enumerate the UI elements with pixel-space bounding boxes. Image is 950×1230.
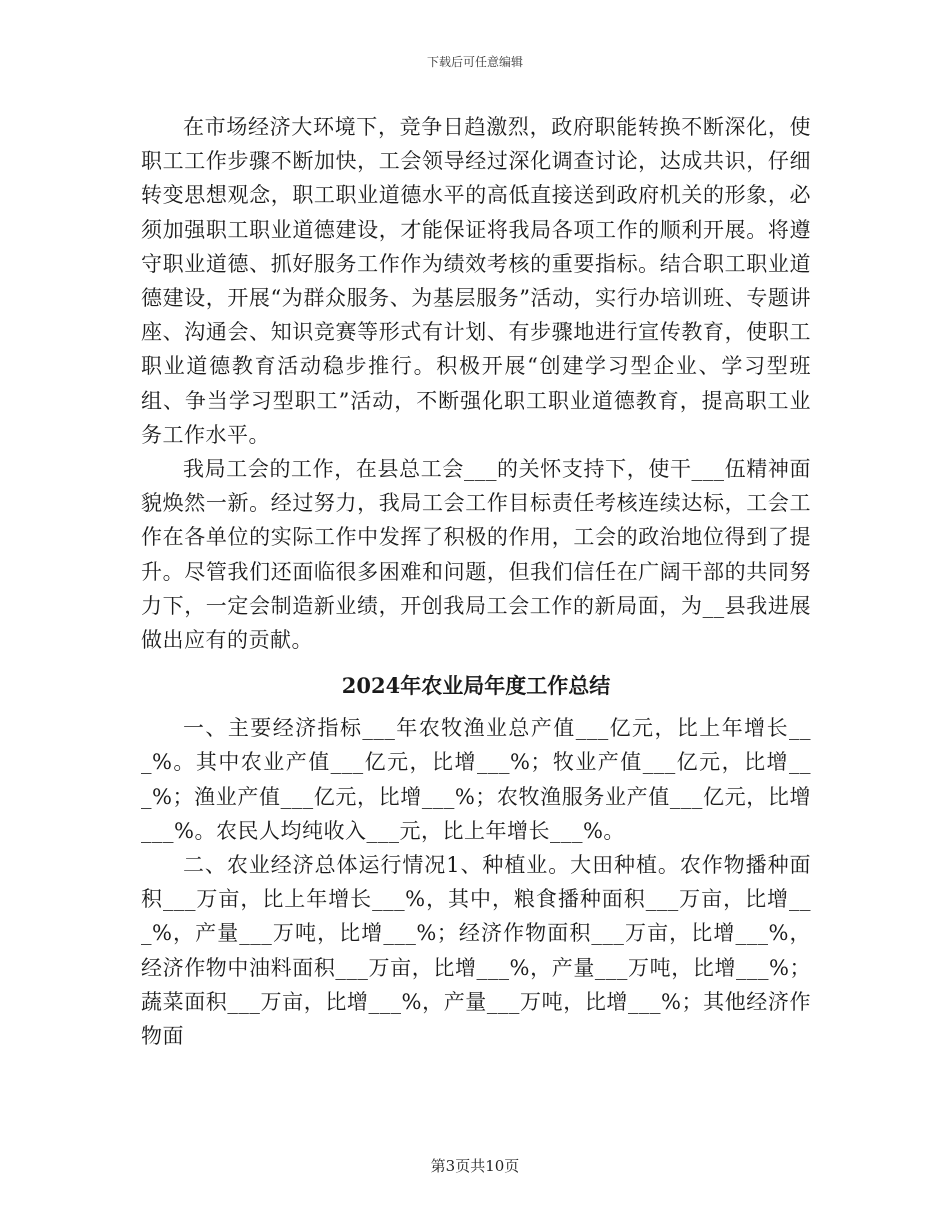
document-body bbox=[141, 110, 811, 1053]
body-paragraph: 二、农业经济总体运行情况1、种植业。大田种植。农作物播种面积___万亩，比上年增长___%，其中，粮食播种面积___万亩，比增___%，产量___万吨，比增___%；经济作物面积___万亩，比增___%，经济作物中油料面积___万亩，比增___%，产量___万吨，比增___%；蔬菜面积___万亩，比增___%，产量___万吨，比增___%；其他经济作物面 bbox=[141, 853, 811, 1049]
page-header-note: 下载后可任意编辑 bbox=[426, 55, 523, 69]
section-title: 2024年农业局年度工作总结 bbox=[341, 673, 611, 699]
page-footer-number: 第3页共10页 bbox=[430, 1157, 520, 1175]
body-paragraph: 一、主要经济指标___年农牧渔业总产值___亿元，比上年增长___%。其中农业产值___亿元，比增___%；牧业产值___亿元，比增___%；渔业产值___亿元，比增___%；农牧渔服务业产值___亿元，比增___%。农民人均纯收入___元，比上年增长___%。 bbox=[141, 716, 811, 843]
body-paragraph: 我局工会的工作，在县总工会___的关怀支持下，使干___伍精神面貌焕然一新。经过努力，我局工会工作目标责任考核连续达标，工会工作在各单位的实际工作中发挥了积极的作用，工会的政治地位得到了提升。尽管我们还面临很多困难和问题，但我们信任在广阔干部的共同努力下，一定会制造新业绩，开创我局工会工作的新局面，为__县我进展做出应有的贡献。 bbox=[141, 457, 811, 653]
body-paragraph: 在市场经济大环境下，竞争日趋激烈，政府职能转换不断深化，使职工工作步骤不断加快，工会领导经过深化调查讨论，达成共识，仔细转变思想观念，职工职业道德水平的高低直接送到政府机关的形象，必须加强职工职业道德建设，才能保证将我局各项工作的顺利开展。将遵守职业道德、抓好服务工作作为绩效考核的重要指标。结合职工职业道德建设，开展“为群众服务、为基层服务”活动，实行办培训班、专题讲座、沟通会、知识竞赛等形式有计划、有步骤地进行宣传教育，使职工职业道德教育活动稳步推行。积极开展“创建学习型企业、学习型班组、争当学习型职工”活动，不断强化职工职业道德教育，提高职工业务工作水平。 bbox=[141, 115, 811, 447]
